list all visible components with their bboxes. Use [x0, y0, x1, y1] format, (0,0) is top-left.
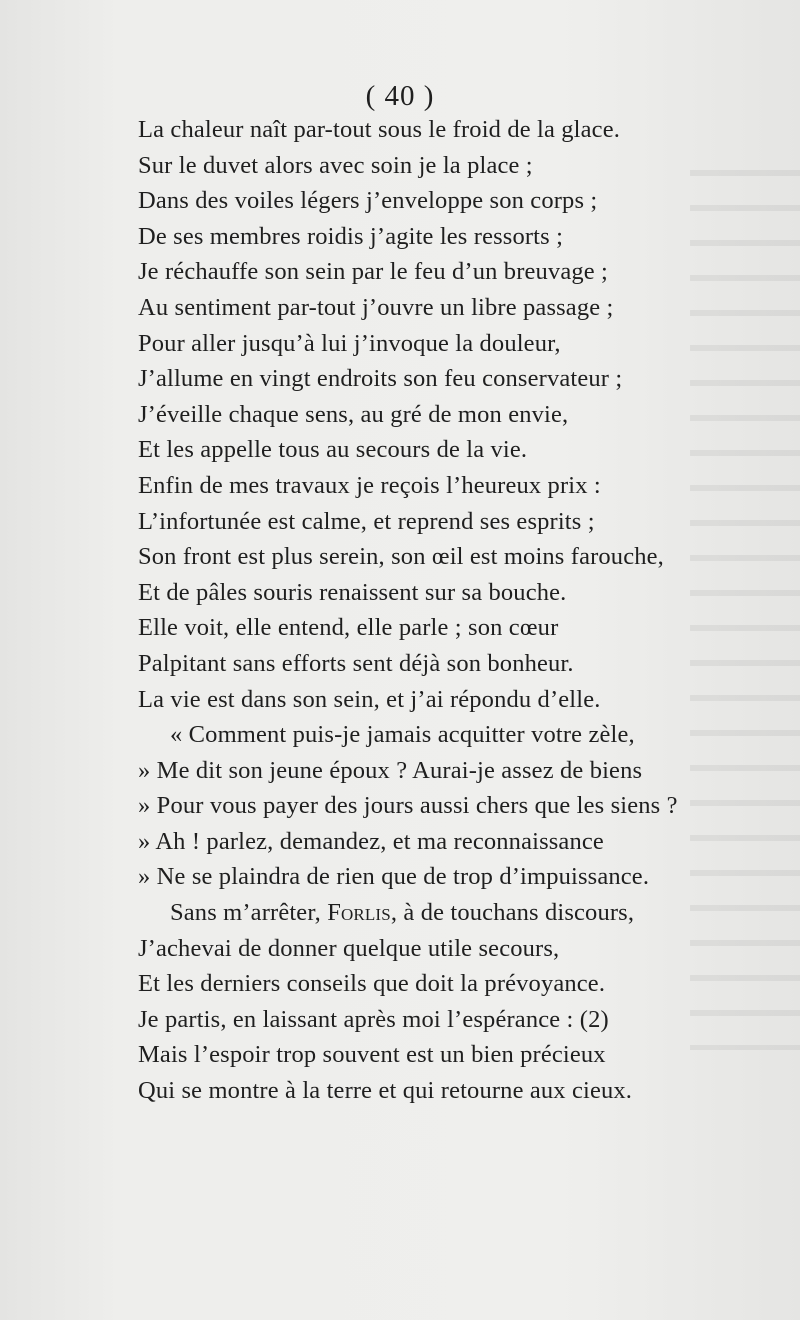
verse-line: De ses membres roidis j’agite les ressorts ;: [138, 222, 564, 250]
verse-line: Mais l’espoir trop souvent est un bien précieux: [138, 1041, 606, 1069]
verse-line: La vie est dans son sein, et j’ai répondu d’elle.: [138, 685, 601, 713]
verse-line: Palpitant sans efforts sent déjà son bonheur.: [138, 649, 574, 677]
verse-text: , à de touchans discours,: [390, 899, 635, 927]
poem-text: [138, 112, 788, 1109]
verse-line: Dans des voiles légers j’enveloppe son corps ;: [138, 187, 598, 215]
verse-line: L’infortunée est calme, et reprend ses esprits ;: [138, 507, 595, 535]
verse-line: J’allume en vingt endroits son feu conservateur ;: [138, 365, 623, 393]
verse-line: [138, 895, 788, 931]
verse-line: Son front est plus serein, son œil est moins farouche,: [138, 543, 664, 571]
verse-line: » Ah ! parlez, demandez, et ma reconnaissance: [138, 827, 604, 855]
verse-line: J’éveille chaque sens, au gré de mon envie,: [138, 400, 569, 428]
verse-line: Qui se montre à la terre et qui retourne aux cieux.: [138, 1077, 633, 1105]
verse-line: » Me dit son jeune époux ? Aurai-je assez de biens: [138, 756, 643, 784]
verse-line: J’achevai de donner quelque utile secours,: [138, 934, 560, 962]
page-number: ( 40 ): [365, 80, 435, 112]
verse-line: Elle voit, elle entend, elle parle ; son cœur: [138, 614, 559, 642]
verse-line: Et de pâles souris renaissent sur sa bouche.: [138, 578, 567, 606]
verse-line: « Comment puis-je jamais acquitter votre zèle,: [170, 721, 635, 749]
verse-line: Au sentiment par-tout j’ouvre un libre passage ;: [138, 293, 614, 321]
character-name: Forlis: [327, 899, 391, 927]
verse-line: Je partis, en laissant après moi l’espérance : (2): [138, 1005, 609, 1033]
verse-line: Enfin de mes travaux je reçois l’heureux prix :: [138, 471, 601, 499]
verse-text: Sans m’arrêter,: [170, 899, 328, 927]
verse-line: Et les derniers conseils que doit la prévoyance.: [138, 970, 606, 998]
verse-line: » Ne se plaindra de rien que de trop d’impuissance.: [138, 863, 650, 891]
verse-line: La chaleur naît par-tout sous le froid de la glace.: [138, 116, 620, 143]
verse-line: Pour aller jusqu’à lui j’invoque la douleur,: [138, 329, 561, 357]
verse-line: » Pour vous payer des jours aussi chers que les siens ?: [138, 792, 678, 820]
verse-line: Sur le duvet alors avec soin je la place ;: [138, 151, 533, 179]
verse-line: Je réchauffe son sein par le feu d’un breuvage ;: [138, 258, 609, 286]
verse-line: Et les appelle tous au secours de la vie.: [138, 436, 528, 464]
